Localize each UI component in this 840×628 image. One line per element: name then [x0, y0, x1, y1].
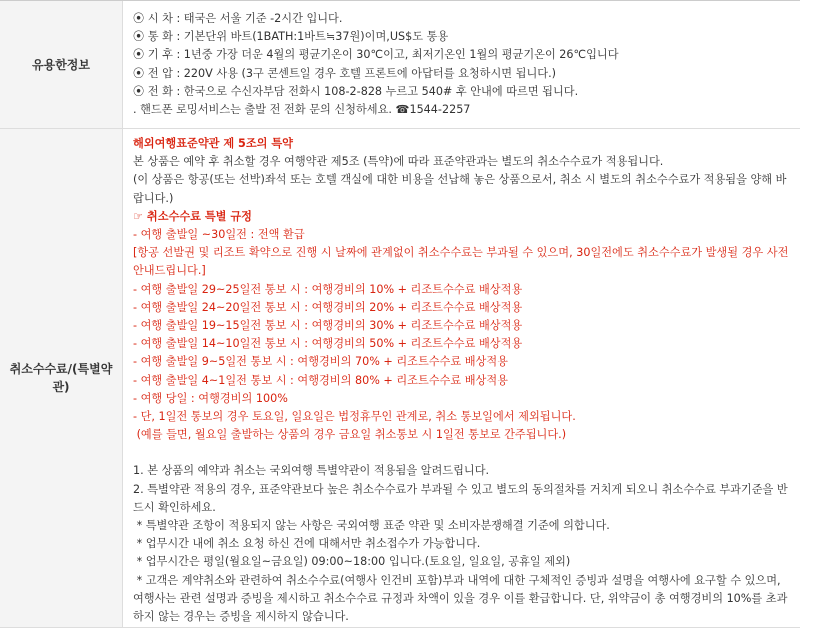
- useful-info-row: [0, 1, 800, 129]
- info-line-phone: ⦿ 전 화 : 한국으로 수신자부담 전화시 108-2-828 누르고 540# 후 안내에 따르면 됩니다.: [133, 84, 579, 98]
- spacer: [133, 444, 790, 462]
- info-line-timezone: ⦿ 시 차 : 태국은 서울 기준 -2시간 입니다.: [133, 12, 343, 25]
- fee-line: - 여행 출발일 9~5일전 통보 시 : 여행경비의 70% + 리조트수수료 배상적용: [133, 355, 508, 369]
- fee-line: (예를 들면, 월요일 출발하는 상품의 경우 금요일 취소통보 시 1일전 통보로 간주됩니다.): [133, 428, 567, 442]
- note-line: * 업무시간은 평일(월요일~금요일) 09:00~18:00 입니다.(토요일, 일요일, 공휴일 제외): [133, 555, 571, 569]
- note-line: * 업무시간 내에 취소 요청 하신 건에 대해서만 취소접수가 가능합니다.: [133, 537, 481, 551]
- special-rule-title: ☞ 취소수수료 특별 규정: [133, 209, 252, 223]
- cancel-fee-row: [0, 129, 800, 628]
- info-line-voltage: ⦿ 전 압 : 220V 사용 (3구 콘센트일 경우 호텔 프론트에 아답터를 요청하시면 됩니다.): [133, 66, 557, 80]
- cancel-title: 해외여행표준약관 제 5조의 특약: [133, 137, 293, 150]
- cancel-intro-2: (이 상품은 항공(또는 선박)좌석 또는 호텔 객실에 대한 비용을 선납해 놓은 상품으로서, 취소 시 별도의 취소수수료가 적용됨을 양해 바랍니다.): [133, 173, 787, 205]
- fee-line: - 여행 출발일 14~10일전 통보 시 : 여행경비의 50% + 리조트수수료 배상적용: [133, 337, 523, 351]
- fee-line: - 여행 출발일 ~30일전 : 전액 환급: [133, 228, 305, 242]
- fee-line: - 여행 출발일 4~1일전 통보 시 : 여행경비의 80% + 리조트수수료 배상적용: [133, 373, 508, 387]
- note-line: 2. 특별약관 적용의 경우, 표준약관보다 높은 취소수수료가 부과될 수 있고 별도의 동의절차를 거치게 되오니 취소수수료 부과기준을 반드시 확인하세요.: [133, 482, 788, 514]
- cancel-fee-content: [123, 129, 800, 627]
- note-line: * 특별약관 조항이 적용되지 않는 사항은 국외여행 표준 약관 및 소비자분쟁해결 기준에 의합니다.: [133, 519, 610, 533]
- fee-line: - 여행 당일 : 여행경비의 100%: [133, 391, 288, 405]
- fee-line: - 단, 1일전 통보의 경우 토요일, 일요일은 법정휴무인 관계로, 취소 통보일에서 제외됩니다.: [133, 410, 576, 424]
- useful-info-content: [123, 1, 800, 128]
- fee-line: [항공 선발권 및 리조트 확약으로 진행 시 날짜에 관계없이 취소수수료는 부과될 수 있으며, 30일전에도 취소수수료가 발생될 경우 사전 안내드립니다.]: [133, 246, 792, 278]
- note-line: * 고객은 계약취소와 관련하여 취소수수료(여행사 인건비 포함)부과 내역에 대한 구체적인 증빙과 설명을 여행사에 요구할 수 있으며, 여행사는 관련 설명과 증빙을 제시하고 취소수수료 규정과 차액이 있을 경우 이를 환급합니다. 단, 위약금이 총 여행경비의 10%를 초과하지 않는 경우는 증빙을 제시하지 않습니다.: [133, 573, 788, 624]
- fee-line: - 여행 출발일 24~20일전 통보 시 : 여행경비의 20% + 리조트수수료 배상적용: [133, 300, 523, 314]
- fee-line: - 여행 출발일 19~15일전 통보 시 : 여행경비의 30% + 리조트수수료 배상적용: [133, 319, 523, 333]
- info-line-currency: ⦿ 통 화 : 기본단위 바트(1BATH:1바트≒37원)이며,US$도 통용: [133, 30, 449, 44]
- cancel-intro-1: 본 상품은 예약 후 취소할 경우 여행약관 제5조 (특약)에 따라 표준약관과는 별도의 취소수수료가 적용됩니다.: [133, 155, 664, 169]
- info-line-roaming: . 핸드폰 로밍서비스는 출발 전 전화 문의 신청하세요. ☎1544-2257: [133, 103, 471, 117]
- useful-info-header: 유용한정보: [0, 1, 123, 128]
- info-line-climate: ⦿ 기 후 : 1년중 가장 더운 4월의 평균기온이 30℃이고, 최저기온인 1월의 평균기온이 26℃입니다: [133, 48, 619, 62]
- note-line: 1. 본 상품의 예약과 취소는 국외여행 특별약관이 적용됨을 알려드립니다.: [133, 464, 490, 478]
- fee-line: - 여행 출발일 29~25일전 통보 시 : 여행경비의 10% + 리조트수수료 배상적용: [133, 282, 523, 296]
- cancel-fee-header: 취소수수료/(특별약관): [0, 129, 123, 627]
